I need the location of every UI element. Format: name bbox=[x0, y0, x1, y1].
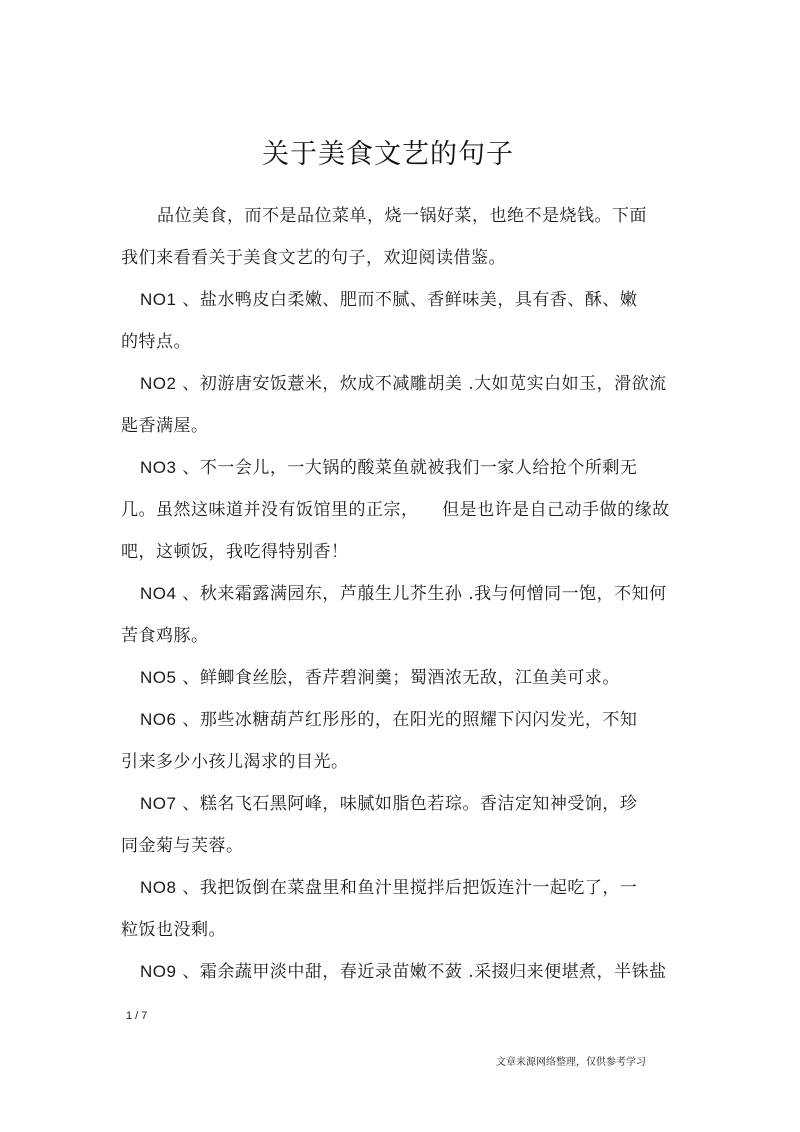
list-item bbox=[140, 710, 637, 730]
item-text: 、初游唐安饭薏米，炊成不减雕胡美 .大如苋实白如玉，滑欲流 bbox=[182, 374, 667, 394]
item-number: NO2 bbox=[140, 374, 177, 393]
item-text: 、不一会儿，一大锅的酸菜鱼就被我们一家人给抢个所剩无 bbox=[182, 458, 638, 478]
list-item bbox=[140, 668, 620, 688]
page-number: 1 / 7 bbox=[126, 1010, 148, 1022]
list-item bbox=[140, 458, 637, 478]
list-item bbox=[140, 584, 667, 604]
item-text: 、霜余蔬甲淡中甜，春近录苗嫩不蔹 .采掇归来便堪煮，半铢盐 bbox=[182, 962, 667, 982]
item-number: NO6 bbox=[140, 710, 177, 729]
item-number: NO7 bbox=[140, 794, 177, 813]
list-item bbox=[140, 794, 637, 814]
page-title: 关于美食文艺的句子 bbox=[262, 139, 514, 170]
intro-line: 我们来看看关于美食文艺的句子，欢迎阅读借鉴。 bbox=[121, 248, 506, 268]
item-text: 同金菊与芙蓉。 bbox=[121, 836, 244, 856]
item-number: NO5 bbox=[140, 668, 177, 687]
list-item bbox=[140, 290, 637, 310]
item-number: NO9 bbox=[140, 962, 177, 981]
item-text: 几。虽然这味道并没有饭馆里的正宗， 但是也许是自己动手做的缘故 bbox=[121, 500, 670, 520]
item-text: 、盐水鸭皮白柔嫩、肥而不腻、香鲜味美，具有香、酥、嫩 bbox=[182, 290, 638, 310]
item-text: 、我把饭倒在菜盘里和鱼汁里搅拌后把饭连汁一起吃了，一 bbox=[182, 878, 638, 898]
item-number: NO1 bbox=[140, 290, 177, 309]
item-text: 、秋来霜露满园东，芦菔生儿芥生孙 .我与何憎同一饱，不知何 bbox=[182, 584, 667, 604]
item-text: 、鲜鲫食丝脍，香芹碧涧羹；蜀酒浓无敌，江鱼美可求。 bbox=[182, 668, 620, 688]
item-number: NO3 bbox=[140, 458, 177, 477]
item-number: NO4 bbox=[140, 584, 177, 603]
item-text: 苦食鸡豚。 bbox=[121, 626, 209, 646]
item-text: 粒饭也没剩。 bbox=[121, 920, 226, 940]
item-number: NO8 bbox=[140, 878, 177, 897]
item-text: 、糕名飞石黑阿峰，味腻如脂色若琮。香洁定知神受饷，珍 bbox=[182, 794, 638, 814]
item-text: 引来多少小孩儿渴求的目光。 bbox=[121, 752, 349, 772]
footer-note: 文章来源网络整理，仅供参考学习 bbox=[496, 1057, 646, 1068]
list-item bbox=[140, 374, 667, 394]
item-text: 匙香满屋。 bbox=[121, 416, 209, 436]
item-text: 、那些冰糖葫芦红彤彤的，在阳光的照耀下闪闪发光，不知 bbox=[182, 710, 638, 730]
item-text: 吧，这顿饭，我吃得特别香！ bbox=[121, 542, 349, 562]
intro-line: 品位美食，而不是品位菜单，烧一锅好菜，也绝不是烧钱。下面 bbox=[157, 206, 647, 226]
list-item bbox=[140, 962, 667, 982]
item-text: 的特点。 bbox=[121, 332, 191, 352]
list-item bbox=[140, 878, 637, 898]
